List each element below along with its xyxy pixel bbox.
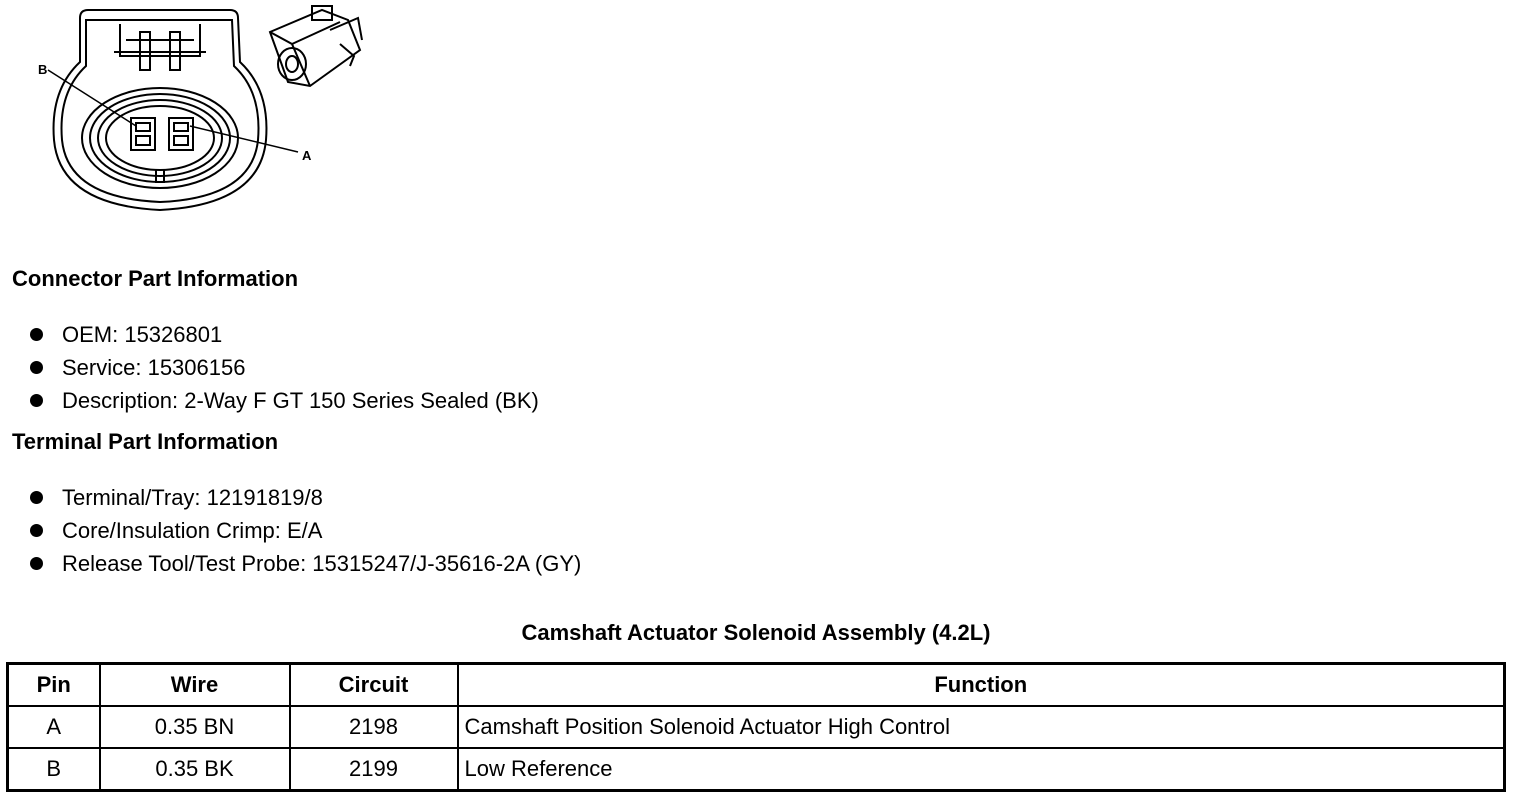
connector-perspective-view	[270, 6, 362, 86]
header-pin: Pin	[8, 664, 100, 707]
pinout-table-title: Camshaft Actuator Solenoid Assembly (4.2L)	[521, 620, 991, 645]
table-header-row	[8, 664, 1505, 707]
bullet-icon	[30, 491, 43, 504]
cell-pin: B	[8, 748, 100, 791]
bullet-icon	[30, 557, 43, 570]
cell-function: Low Reference	[458, 748, 1505, 791]
terminal-info-list	[28, 481, 581, 580]
connector-info-list	[28, 318, 539, 417]
cell-circuit: 2198	[290, 706, 458, 748]
list-item	[28, 481, 581, 514]
list-item	[28, 351, 539, 384]
pin-a-callout: A	[302, 148, 312, 163]
terminal-tray: Terminal/Tray: 12191819/8	[62, 485, 323, 510]
connector-diagram	[30, 0, 380, 218]
bullet-icon	[30, 524, 43, 537]
terminal-release-tool: Release Tool/Test Probe: 15315247/J-35616-2A (GY)	[62, 551, 582, 576]
terminal-crimp: Core/Insulation Crimp: E/A	[62, 518, 323, 543]
cell-wire: 0.35 BN	[100, 706, 290, 748]
connector-oem: OEM: 15326801	[62, 322, 223, 347]
connector-info-heading: Connector Part Information	[12, 266, 299, 291]
header-circuit: Circuit	[290, 664, 458, 707]
connector-face-view	[30, 0, 380, 218]
cell-wire: 0.35 BK	[100, 748, 290, 791]
connector-description: Description: 2-Way F GT 150 Series Sealed (BK)	[62, 388, 539, 413]
list-item	[28, 318, 539, 351]
header-function: Function	[458, 664, 1505, 707]
header-wire: Wire	[100, 664, 290, 707]
bullet-icon	[30, 361, 43, 374]
bullet-icon	[30, 328, 43, 341]
table-row	[8, 706, 1505, 748]
bullet-icon	[30, 394, 43, 407]
list-item	[28, 384, 539, 417]
list-item	[28, 547, 581, 580]
list-item	[28, 514, 581, 547]
table-row	[8, 748, 1505, 791]
pin-b-callout: B	[38, 62, 48, 77]
connector-service: Service: 15306156	[62, 355, 246, 380]
cell-circuit: 2199	[290, 748, 458, 791]
cell-function: Camshaft Position Solenoid Actuator High Control	[458, 706, 1505, 748]
pinout-table	[6, 662, 1506, 792]
terminal-info-heading: Terminal Part Information	[12, 429, 279, 454]
cell-pin: A	[8, 706, 100, 748]
